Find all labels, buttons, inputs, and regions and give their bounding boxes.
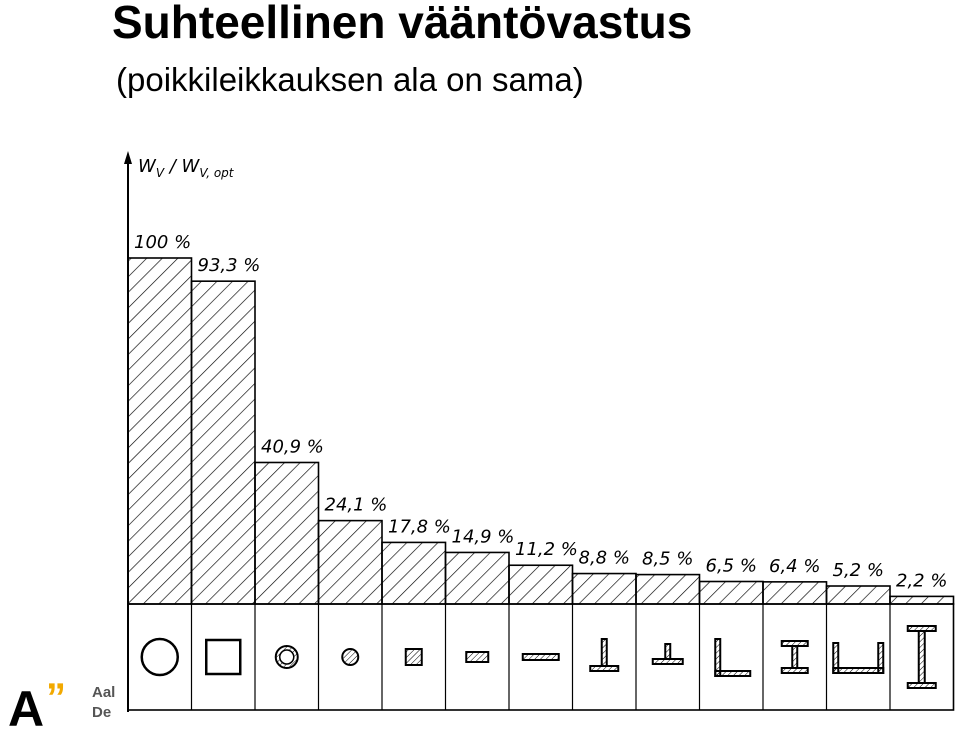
value-label-i-section: 6,4 % xyxy=(769,555,821,577)
cross-section-round-solid-small-icon xyxy=(342,649,358,665)
cross-section-channel-icon xyxy=(833,643,883,673)
y-axis-label xyxy=(138,156,235,180)
value-label-round-solid: 100 % xyxy=(134,232,192,253)
logo-text-line2: De xyxy=(92,704,112,721)
bar-channel xyxy=(827,586,891,604)
y-axis-label-ref-sub: V, opt xyxy=(199,166,234,180)
cross-section-row xyxy=(128,604,954,710)
logo-text-line1: Aal xyxy=(92,684,116,701)
bar-rectangle xyxy=(446,552,510,604)
cross-section-inverted-t-icon xyxy=(653,644,683,664)
value-label-angle: 6,5 % xyxy=(705,555,757,577)
page-subtitle: (poikkileikkauksen ala on sama) xyxy=(116,61,584,98)
value-label-channel: 5,2 % xyxy=(832,560,884,582)
bar-square-solid-small xyxy=(382,542,446,604)
aalto-logo xyxy=(8,676,120,737)
value-label-round-solid-small: 24,1 % xyxy=(324,494,388,516)
cross-section-i-section-icon xyxy=(782,641,808,673)
y-axis-label-main: W xyxy=(138,156,156,177)
bar-round-solid-small xyxy=(319,521,383,604)
bar-square-solid xyxy=(192,281,256,604)
bar-wide-i-section xyxy=(890,596,954,604)
cross-section-rectangle-icon xyxy=(466,652,488,662)
value-label-rectangle: 14,9 % xyxy=(451,526,515,548)
y-axis-label-main-sub: V xyxy=(155,166,165,180)
value-label-inverted-t: 8,5 % xyxy=(642,548,694,570)
value-label-wide-i-section: 2,2 % xyxy=(896,570,948,592)
y-axis-arrow xyxy=(124,151,132,164)
y-axis-label-ref: W xyxy=(181,156,200,177)
cross-section-square-solid-small-icon xyxy=(406,649,422,665)
logo-mark: A xyxy=(8,681,45,737)
bar-angle xyxy=(700,582,764,604)
value-label-square-solid-small: 17,8 % xyxy=(388,516,451,538)
value-label-t-section: 8,8 % xyxy=(578,547,630,569)
cross-section-t-section-icon xyxy=(590,639,618,671)
bar-round-solid xyxy=(128,258,192,604)
logo-quote: ” xyxy=(46,676,66,720)
cross-section-round-solid-icon xyxy=(142,639,178,675)
bar-inverted-t xyxy=(636,575,700,604)
bar-i-section xyxy=(763,582,827,604)
cross-section-round-tube-icon xyxy=(276,646,298,668)
bar-flat-bar xyxy=(509,565,573,604)
value-label-round-tube: 40,9 % xyxy=(261,436,324,458)
cross-section-square-solid-icon xyxy=(206,640,240,674)
value-label-flat-bar: 11,2 % xyxy=(515,539,578,561)
value-label-square-solid: 93,3 % xyxy=(197,255,261,277)
bar-t-section xyxy=(573,574,637,604)
y-axis-label-sep: / xyxy=(164,156,182,177)
bar-round-tube xyxy=(255,462,319,604)
cross-section-angle-icon xyxy=(715,639,750,676)
cross-section-wide-i-section-icon xyxy=(908,626,936,688)
page-title: Suhteellinen vääntövastus xyxy=(112,0,693,48)
cross-section-flat-bar-icon xyxy=(523,654,559,660)
